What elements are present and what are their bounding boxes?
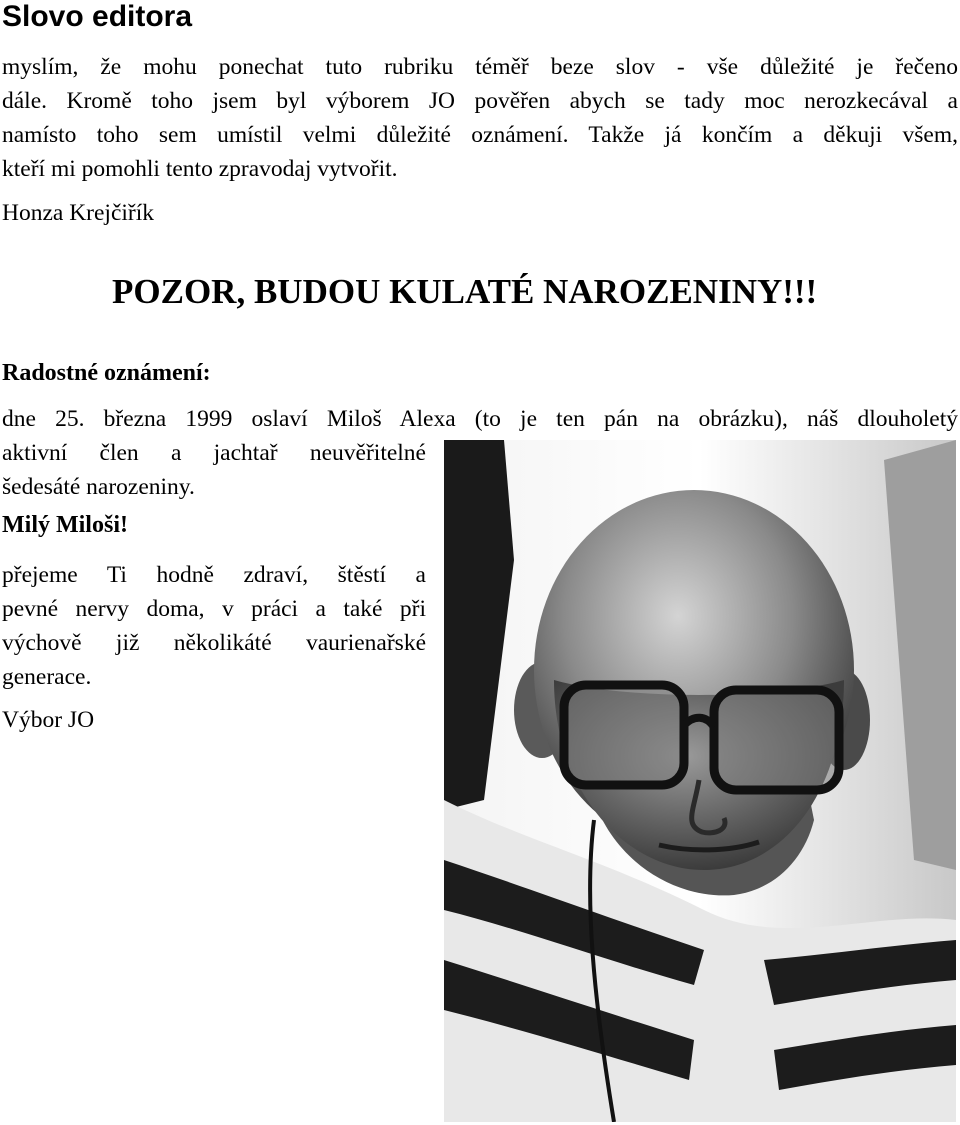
- birthday-headline: POZOR, BUDOU KULATÉ NAROZENINY!!!: [112, 272, 818, 311]
- intro-line: kteří mi pomohli tento zpravodaj vytvořit.: [2, 156, 398, 182]
- announcement-line: aktivní člen a jachtař neuvěřitelné: [2, 440, 426, 466]
- wish-line: výchově již několikáté vaurienařské: [2, 630, 426, 656]
- page-title: Slovo editora: [2, 0, 193, 33]
- wish-line: pevné nervy doma, v práci a také při: [2, 596, 426, 622]
- announcement-sender: Výbor JO: [2, 707, 95, 733]
- announcement-line: šedesáté narozeniny.: [2, 474, 195, 500]
- portrait-photo-icon: [444, 440, 956, 1122]
- intro-line: myslím, že mohu ponechat tuto rubriku téměř beze slov - vše důležité je řečeno: [2, 54, 958, 80]
- wish-line: přejeme Ti hodně zdraví, štěstí a: [2, 562, 426, 588]
- announcement-subheading: Radostné oznámení:: [2, 360, 211, 386]
- intro-line: dále. Kromě toho jsem byl výborem JO pověřen abych se tady moc nerozkecával a: [2, 88, 958, 114]
- intro-line: namísto toho sem umístil velmi důležité oznámení. Takže já končím a děkuji všem,: [2, 122, 958, 148]
- editorial-intro: [2, 50, 958, 186]
- editor-signature: Honza Krejčiřík: [2, 200, 155, 226]
- announcement-line: dne 25. března 1999 oslaví Miloš Alexa (to je ten pán na obrázku), náš dlouholetý: [2, 406, 958, 432]
- wish-line: generace.: [2, 664, 92, 690]
- birthday-wish: [2, 558, 426, 694]
- greeting: Milý Miloši!: [2, 512, 128, 538]
